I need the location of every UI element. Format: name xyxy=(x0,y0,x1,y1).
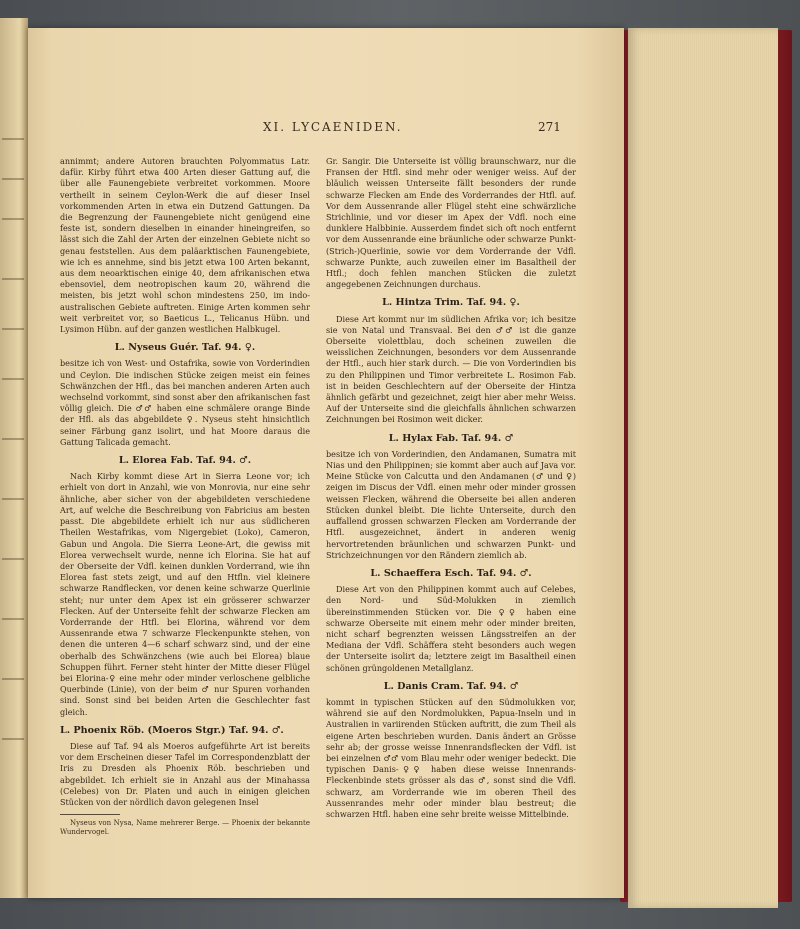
paragraph: kommt in typischen Stücken auf den Südmolukken vor, während sie auf den Nordmolukken, Papua-Inseln und in Australien in variirenden Stücken auftritt, die zum Theil als eigene Arten beschrieben wurden. Danis ändert an Grösse sehr ab; der grosse weisse Innenrandsflecken der Vdfl. ist bei einzelnen ♂♂ vom Blau mehr oder weniger bedeckt. Die typischen Danis-♀♀ haben diese weisse Innenrands-Fleckenbinde stets grösser als das ♂, sonst sind die Vdfl. schwarz, am Vorderrande wie im oberen Theil des Aussenrandes mehr oder minder blau bestreut; die schwarzen Htfl. haben eine sehr breite weisse Mittelbinde. xyxy=(326,696,576,819)
species-heading: L. Phoenix Röb. (Moeros Stgr.) Taf. 94. ♂. xyxy=(60,724,284,736)
paragraph: Gr. Sangir. Die Unterseite ist völlig braunschwarz, nur die Fransen der Htfl. sind mehr oder weniger weiss. Auf der bläulich weissen Unterseite fällt besonders der runde schwarze Flecken am Ende des Vorderrandes der Htfl. auf. Vor dem Aussenrande aller Flügel steht eine schwärzliche Strichlinie, und vor dieser im Apex der Vdfl. noch eine dunklere Halbbinie. Ausserdem findet sich oft noch entfernt vor dem Aussenrande eine bräunliche oder schwarze Punkt-(Strich-)Querlinie, sowie vor dem Vorderrande der Vdfl. schwarze Punkte, auch zuweilen einer im Basaltheil der Htfl.; doch fehlen manchen Stücken die zuletzt angegebenen Zeichnungen durchaus. xyxy=(326,156,576,290)
paragraph: Nach Kirby kommt diese Art in Sierra Leone vor; ich erhielt von dort in Anzahl, wie von Monrovia, nur eine sehr ähnliche, aber sicher von der abgebildeten verschiedene Art, auf welche die Beschreibung von Fabricius am besten passt. Die abgebildete erhielt ich nur aus südlicheren Theilen Westafrikas, vom Nigergebiet (Loko), Cameron, Gabun und Angola. Die Sierra Leone-Art, die gewiss mit Elorea verwechselt wurde, nenne ich Elorina. Sie hat auf der Oberseite der Vdfl. keinen dunklen Vorderrand, wie ihn Elorea fast stets zeigt, und auf den Htfln. viel kleinere schwarze Randflecken, vor denen keine schwarze Querlinie steht; nur unter dem Apex ist ein grösserer schwarzer Flecken. Auf der Unterseite fehlt der schwarze Flecken am Vorderrande der Htfl. bei Elorina, während vor dem Aussenrande etwa 7 schwarze Fleckenpunkte stehen, von denen die unteren 4—6 scharf schwarz sind, und der eine oberhalb des Schwänzchens (wie auch bei Elorea) blaue Schuppen führt. Ferner steht hinter der Mitte dieser Flügel bei Elorina-♀ eine mehr oder minder verloschene gelbliche Querbinde (Linie), von der beim ♂ nur Spuren vorhanden sind. Sonst sind bei beiden Arten die Geschlechter fast gleich. xyxy=(60,471,310,717)
species-heading: L. Danis Cram. Taf. 94. ♂ xyxy=(383,680,519,692)
species-heading: L. Elorea Fab. Taf. 94. ♂. xyxy=(118,455,252,467)
footnote-rule xyxy=(60,814,120,815)
species-heading: L. Nyseus Guér. Taf. 94. ♀. xyxy=(114,342,256,354)
paragraph: Diese auf Taf. 94 als Moeros aufgeführte Art ist bereits vor dem Erscheinen dieser Tafel im Correspondenzblatt der Iris zu Dresden als Phoenix Röb. beschrieben und abgebildet. Ich erhielt sie in Anzahl aus der Minahassa (Celebes) von Dr. Platen und auch in einigen gleichen Stücken von der nördlich davon gelegenen Insel xyxy=(60,740,310,807)
paragraph: besitze ich von Vorderindien, den Andamanen, Sumatra mit Nias und den Philippinen; sie kommt aber auch auf Java vor. Meine Stücke von Calcutta und den Andamanen (♂ und ♀) zeigen im Discus der Vdfl. einen mehr oder minder grossen weissen Flecken, während die Oberseite bei allen anderen Stücken dunkel bleibt. Die lichte Unterseite, durch den auffallend grossen schwarzen Flecken am Vorderrande der Htfl. ausgezeichnet, ändert in anderen wenig hervortretenden bräunlichen und schwarzen Punkt- und Strichzeichnungen vor den Rändern ziemlich ab. xyxy=(326,448,576,560)
left-column xyxy=(60,156,310,837)
paragraph: annimmt; andere Autoren brauchten Polyommatus Latr. dafür. Kirby führt etwa 400 Arten dieser Gattung auf, die über alle Faunengebiete verbreitet vorkommen. Moore vertheilt in seinem Ceylon-Werk die auf dieser Insel vorkommenden Arten in etwa ein Dutzend Gattungen. Da die Begrenzung der Faunengebiete nicht genügend eine feste ist, sondern dieselben in einander hineingreifen, so lässt sich die Zahl der Arten der einzelnen Gebiete nicht so genau feststellen. Aus dem paläarktischen Faunengebiete, wie ich es annehme, sind bis jetzt etwa 100 Arten bekannt, aus dem neoarktischen einige 40, dem afrikanischen etwa ebensoviel, dem neotropischen kaum 20, während die meisten, bis jetzt wohl schon mindestens 250, im indo-australischen Gebiete auftreten. Einige Arten kommen sehr weit verbreitet vor, so Baeticus L., Telicanus Hübn. und Lysimon Hübn. auf der ganzen westlichen Halbkugel. xyxy=(60,156,310,335)
paragraph: Diese Art von den Philippinen kommt auch auf Celebes, den Nord- und Süd-Molukken in ziemlich übereinstimmenden Stücken vor. Die ♀♀ haben eine schwarze Oberseite mit einem mehr oder minder breiten, nicht scharf begrenzten weissen Längsstreifen an der Mediana der Vdfl. Schäffera steht besonders auch wegen der Unterseite isolirt da; letztere zeigt im Basaltheil einen schönen grüngoldenen Metallglanz. xyxy=(326,584,576,673)
species-heading: L. Hintza Trim. Taf. 94. ♀. xyxy=(382,297,520,309)
footnote: Nyseus von Nysa, Name mehrerer Berge. — Phoenix der bekannte Wundervogel. xyxy=(60,819,310,837)
book-page xyxy=(28,28,624,898)
paragraph: besitze ich von West- und Ostafrika, sowie von Vorderindien und Ceylon. Die indischen Stücke zeigen meist ein feines Schwänzchen der Hfl., das bei manchen anderen Arten auch wechselnd vorkommt, sind sonst aber den afrikanischen fast völlig gleich. Die ♂♂ haben eine schmälere orange Binde der Hfl. als das abgebildete ♀. Nyseus steht hinsichtlich seiner Färbung ganz isolirt, und hat Moore daraus die Gattung Talicada gemacht. xyxy=(60,358,310,447)
species-heading: L. Hylax Fab. Taf. 94. ♂ xyxy=(388,432,514,444)
paragraph: Diese Art kommt nur im südlichen Afrika vor; ich besitze sie von Natal und Transvaal. Bei den ♂♂ ist die ganze Oberseite violettblau, doch scheinen zuweilen die weisslichen Zeichnungen, besonders vor dem Aussenrande der Htfl., auch hier stark durch. — Die von Vorderindien bis zu den Philippinen und Timor verbreitete L. Rosimon Fab. ist in beiden Geschlechtern auf der Oberseite der Hintza ähnlich gefärbt und gezeichnet, zeigt hier aber mehr Weiss. Auf der Unterseite sind die gleichfalls ähnlichen schwarzen Zeichnungen bei Rosimon weit dicker. xyxy=(326,313,576,425)
page-number: 271 xyxy=(538,120,561,134)
running-header xyxy=(58,120,578,140)
chapter-title: XI. LYCAENIDEN. xyxy=(263,120,403,134)
page-edges xyxy=(628,28,778,908)
right-column xyxy=(326,156,576,822)
species-heading: L. Schaeffera Esch. Taf. 94. ♂. xyxy=(370,567,532,579)
